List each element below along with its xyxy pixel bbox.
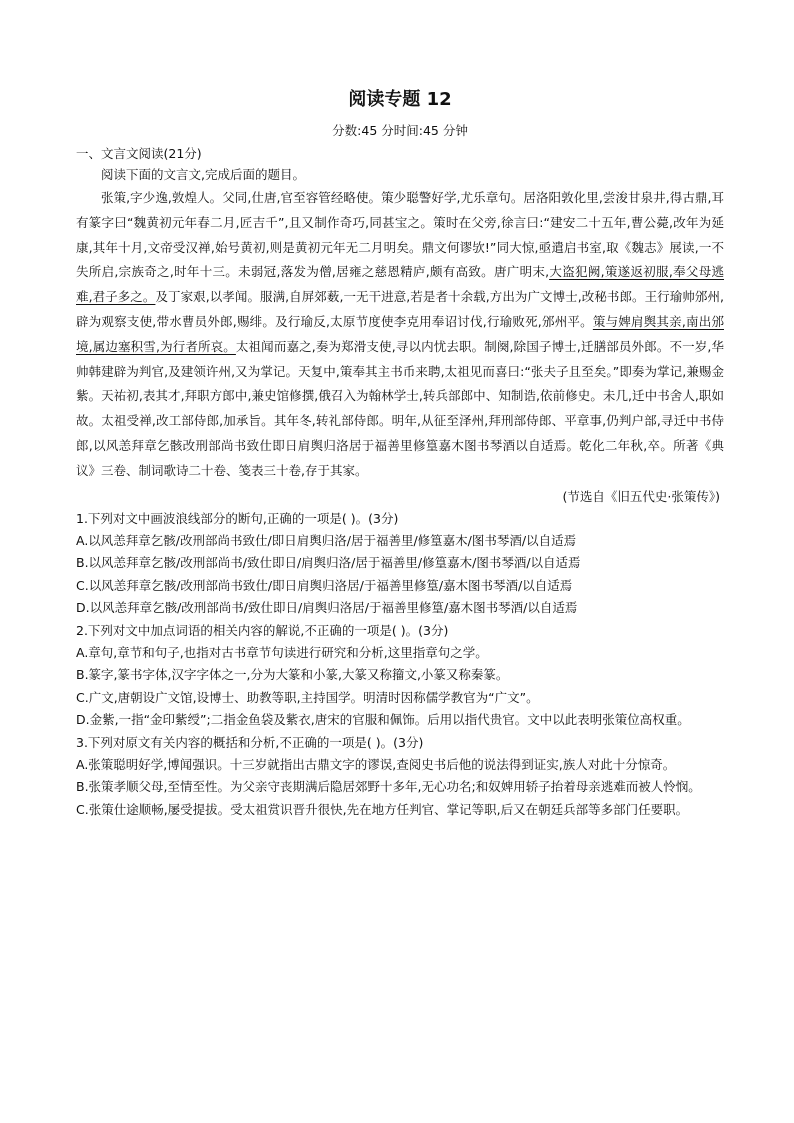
- option-d: D.以风恙拜章乞骸/改刑部尚书/致仕即日/肩舆归洛居/于福善里修篁/嘉木图书琴酒/以自适焉: [76, 600, 578, 616]
- score-time-line: 分数:45 分时间:45 分钟: [332, 123, 468, 138]
- underlined-sentence-2: 策与婢肩舆其亲,南出邠境,属边塞积雪,为行者所哀。: [76, 313, 724, 354]
- document-page: [76, 88, 724, 821]
- question-1: [76, 508, 724, 620]
- passage-text: [76, 186, 724, 484]
- option-b: B.篆字,篆书字体,汉字字体之一,分为大篆和小篆,大篆又称籀文,小篆又称秦篆。: [76, 667, 509, 683]
- passage-part-1: 张策,字少逸,敦煌人。父同,仕唐,官至容管经略使。策少聪警好学,尤乐章句。居洛阳敦化里,尝浚甘泉井,得古鼎,耳有篆字曰“魏黄初元年春二月,匠吉千”,且又制作奇巧,同甚宝之。策时在父旁,徐言曰:“建安二十五年,曹公薨,改年为延康,其年十月,文帝受汉禅,始号黄初,则是黄初元年无二月明矣。鼎文何谬欤!”同大惊,亟遣启书室,取《魏志》展读,一不失所启,宗族奇之,时年十三。未弱冠,落发为僧,居雍之慈恩精庐,颇有高致。唐广明末,: [76, 190, 724, 280]
- passage-part-3: 太祖闻而嘉之,奏为郑滑支使,寻以内忧去职。制阕,除国子博士,迁膳部员外郎。不一岁,华帅韩建辟为判官,及建领许州,又为掌记。天复中,策奉其主书币来聘,太祖见而喜曰:“张夫子且至矣。”即奏为掌记,兼赐金紫。天祐初,表其才,拜职方郎中,兼史馆修撰,俄召入为翰林学士,转兵部郎中、知制诰,依前修史。未几,迁中书舍人,职如故。太祖受禅,改工部侍郎,加承旨。其年冬,转礼部侍郎。明年,从征至泽州,拜刑部侍郎、平章事,仍判户部,寻迁中书侍郎,以风恙拜章乞骸改刑部尚书致仕即日肩舆归洛居于福善里修篁嘉木图书琴酒以自适焉。乾化二年秋,卒。所著《典议》三卷、制词歌诗二十卷、笺表三十卷,存于其家。: [76, 338, 724, 478]
- option-c: C.广文,唐朝设广文馆,设博士、助教等职,主持国学。明清时因称儒学教官为“广文”。: [76, 689, 539, 705]
- question-3: [76, 732, 724, 822]
- option-c: C.以风恙拜章乞骸/改刑部尚书致仕/即日肩舆归洛居/于福善里修篁/嘉木图书琴酒/以自适焉: [76, 577, 573, 593]
- question-stem: 3.下列对原文有关内容的概括和分析,不正确的一项是( )。(3分): [76, 734, 424, 750]
- passage-source: (节选自《旧五代史·张策传》): [562, 488, 720, 504]
- page-title: 阅读专题 12: [348, 89, 452, 110]
- question-stem: 2.下列对文中加点词语的相关内容的解说,不正确的一项是( )。(3分): [76, 622, 449, 638]
- option-d: D.金紫,一指“金印紫绶”;二指金鱼袋及紫衣,唐宋的官服和佩饰。后用以指代贵官。文中以此表明张策位高权重。: [76, 712, 690, 728]
- option-c: C.张策仕途顺畅,屡受提拔。受太祖赏识晋升很快,先在地方任判官、掌记等职,后又在朝廷兵部等多部门任要职。: [76, 801, 689, 817]
- instruction-text: 阅读下面的文言文,完成后面的题目。: [101, 167, 305, 182]
- option-b: B.张策孝顺父母,至情至性。为父亲守丧期满后隐居郊野十多年,无心功名;和奴婢用轿子抬着母亲逃难而被人怜悯。: [76, 779, 701, 795]
- option-a: A.章句,章节和句子,也指对古书章节句读进行研究和分析,这里指章句之学。: [76, 645, 488, 660]
- question-stem: 1.下列对文中画波浪线部分的断句,正确的一项是( )。(3分): [76, 510, 399, 526]
- option-b: B.以风恙拜章乞骸/改刑部尚书/致仕即日/肩舆归洛/居于福善里/修篁嘉木/图书琴酒/以自适焉: [76, 555, 581, 571]
- section-heading: 一、文言文阅读(21分): [76, 146, 202, 161]
- option-a: A.以风恙拜章乞骸/改刑部尚书致仕/即日肩舆归洛/居于福善里/修篁嘉木/图书琴酒/以自适焉: [76, 532, 577, 548]
- passage-part-2: 及丁家艰,以孝闻。服满,自屏郊薮,一无干进意,若是者十余载,方出为广文博士,改秘书郎。王行瑜帅邠州,辟为观察支使,带水曹员外郎,赐绯。及行瑜反,太原节度使李克用奉诏讨伐,行瑜败死,邠州平。: [76, 289, 724, 329]
- option-a: A.张策聪明好学,博闻强识。十三岁就指出古鼎文字的谬误,查阅史书后他的说法得到证实,族人对此十分惊奇。: [76, 757, 676, 773]
- question-2: [76, 620, 724, 732]
- underlined-sentence-1: 大盗犯阙,策遂返初服,奉父母逃难,君子多之。: [76, 264, 725, 305]
